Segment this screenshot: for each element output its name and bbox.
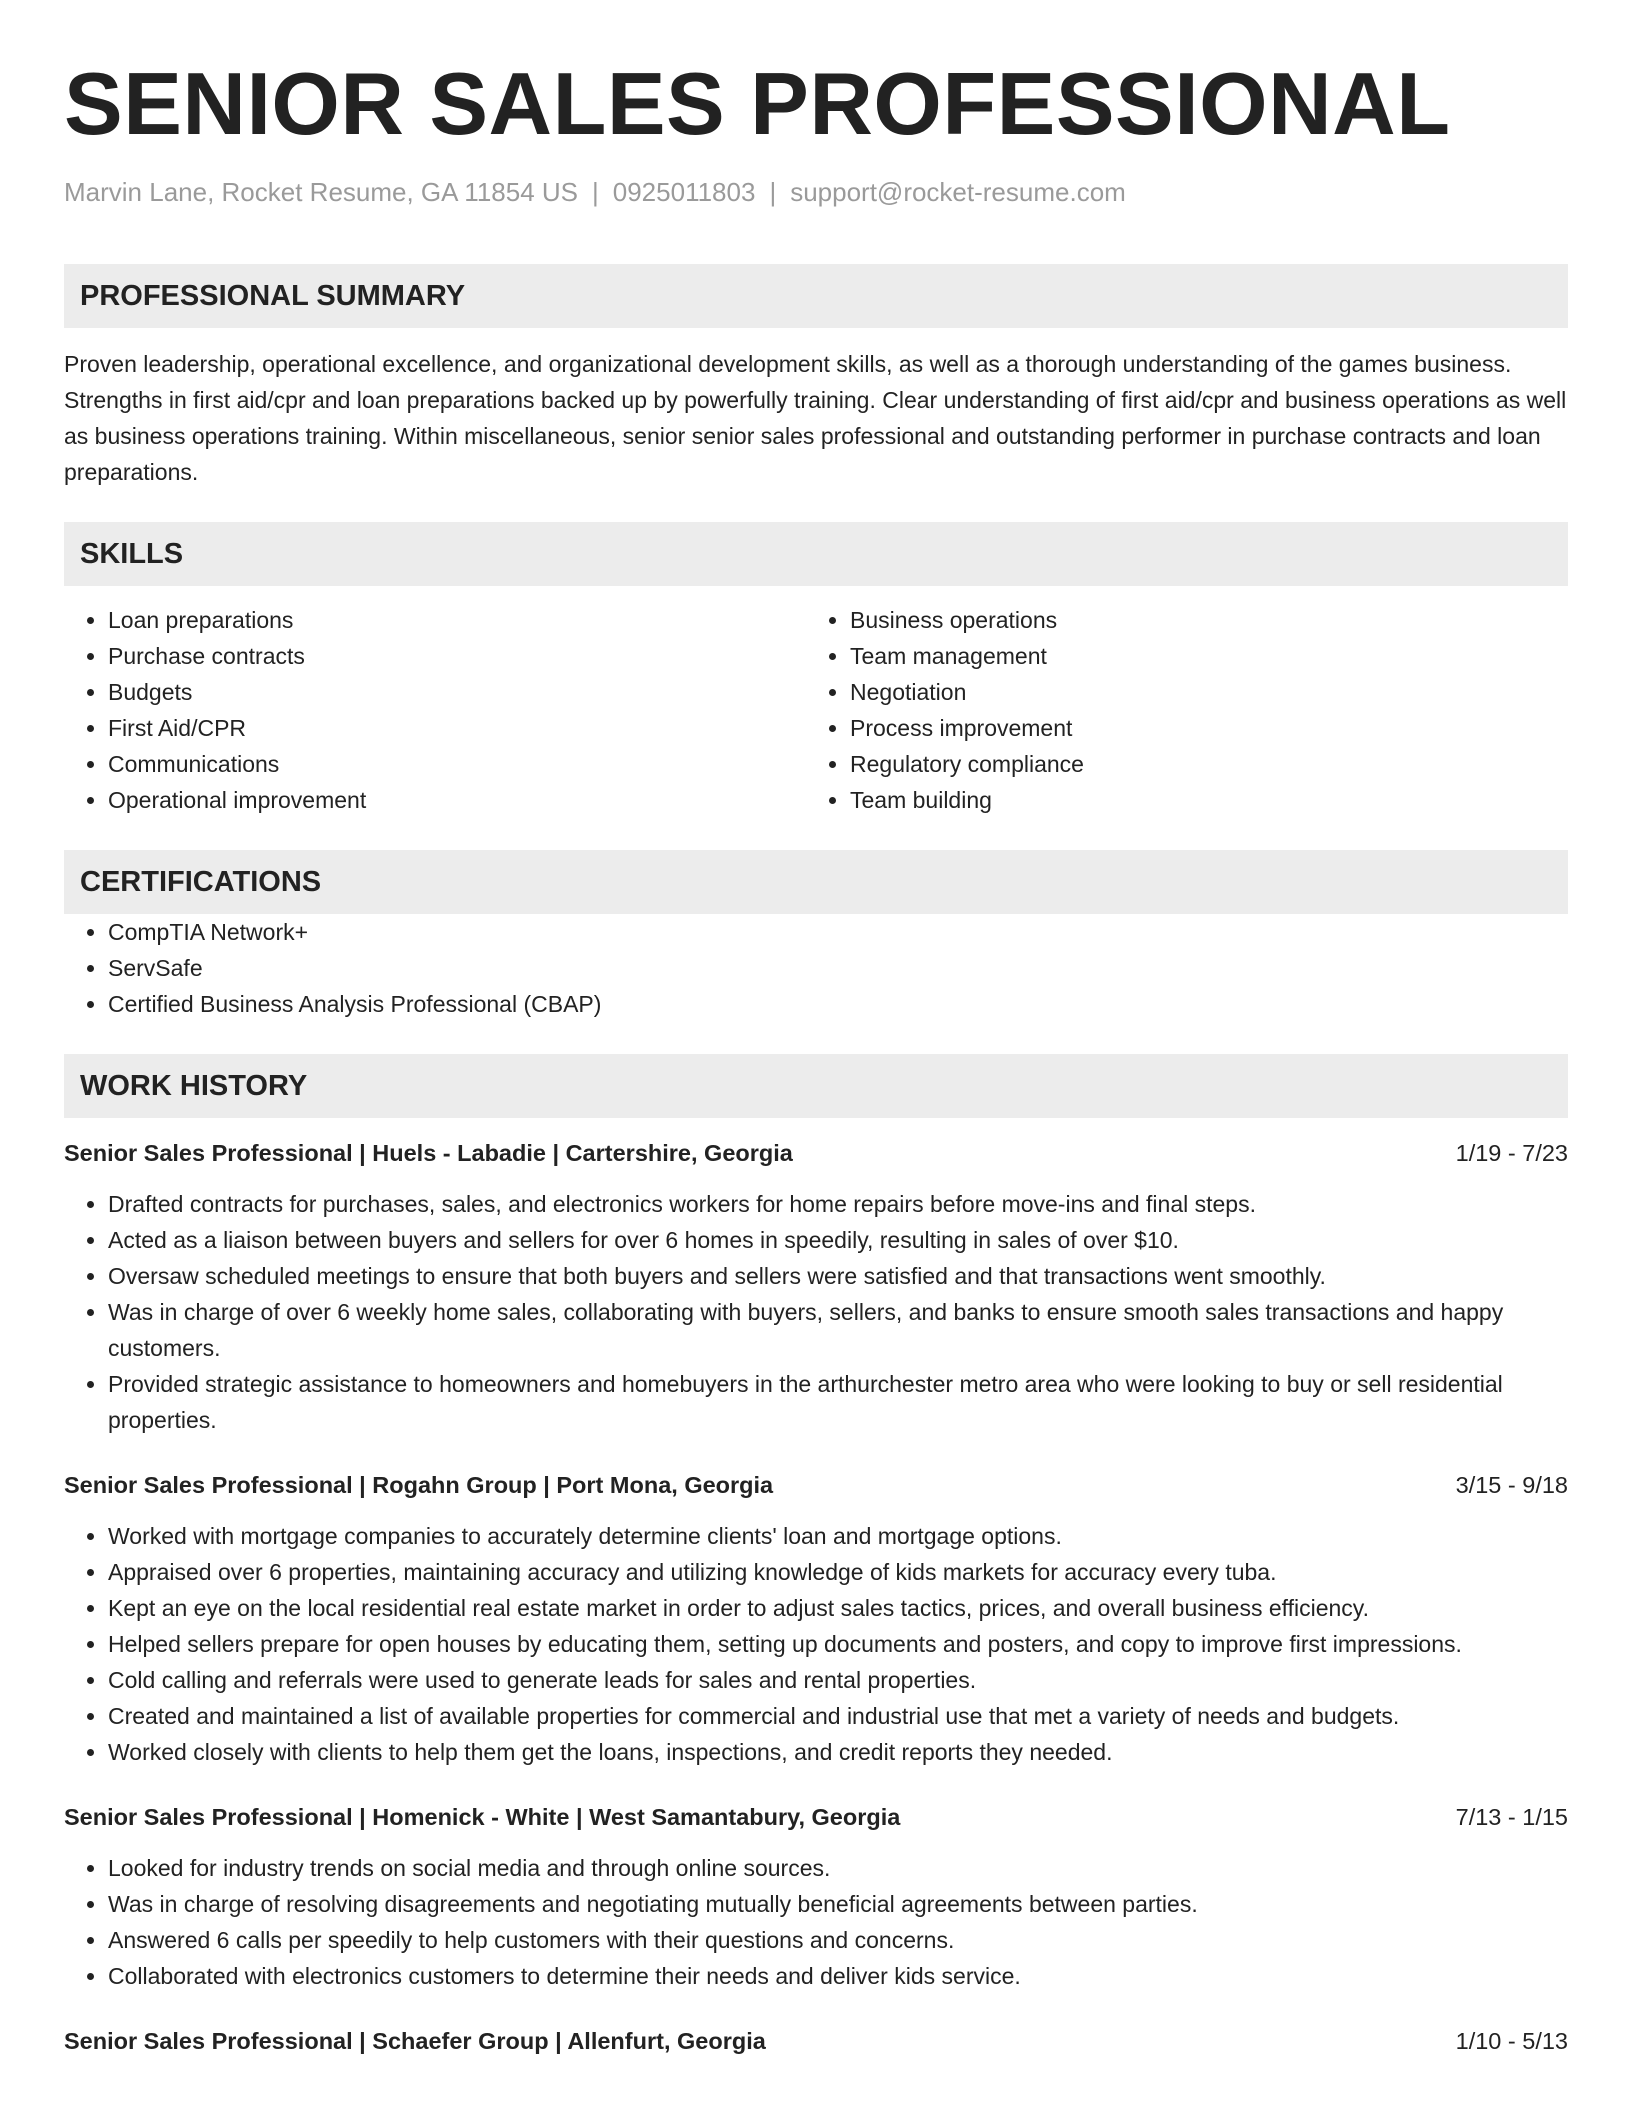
skill-item: • Communications — [108, 746, 806, 782]
job-bullet: • Answered 6 calls per speedily to help customers with their questions and concerns. — [108, 1922, 1568, 1958]
skill-item: • Operational improvement — [108, 782, 806, 818]
job-entry — [64, 2024, 1568, 2058]
certification-item: • CompTIA Network+ — [108, 914, 1568, 950]
skill-item: • Business operations — [850, 602, 1548, 638]
summary-text: Proven leadership, operational excellence, and organizational development skills, as well as a thorough understanding of the games business. Strengths in first aid/cpr and loan preparations backed up by powerfully training. Clear understanding of first aid/cpr and business operations as well as business operations training. Within miscellaneous, senior senior sales professional and outstanding performer in purchase contracts and loan preparations. — [64, 351, 1567, 485]
section-header-work-history: WORK HISTORY — [64, 1054, 1568, 1118]
section-header-skills: SKILLS — [64, 522, 1568, 586]
job-entry — [64, 1800, 1568, 1994]
skills-grid — [64, 602, 1568, 818]
job-entry — [64, 1136, 1568, 1438]
skills-column-right — [806, 602, 1548, 818]
skill-item: • Purchase contracts — [108, 638, 806, 674]
contact-line — [64, 174, 1568, 210]
job-dates: 1/10 - 5/13 — [1455, 2028, 1568, 2054]
contact-address: Marvin Lane, Rocket Resume, GA 11854 US — [64, 177, 578, 207]
job-title: Senior Sales Professional | Rogahn Group | Port Mona, Georgia — [64, 1472, 774, 1498]
skill-item: • Regulatory compliance — [850, 746, 1548, 782]
contact-email: support@rocket-resume.com — [790, 177, 1126, 207]
resume-title: SENIOR SALES PROFESSIONAL — [64, 54, 1451, 153]
skill-item: • First Aid/CPR — [108, 710, 806, 746]
job-bullets — [64, 1850, 1568, 1994]
job-bullets — [64, 1186, 1568, 1438]
job-bullet: • Collaborated with electronics customers to determine their needs and deliver kids service. — [108, 1958, 1568, 1994]
section-header-summary: PROFESSIONAL SUMMARY — [64, 264, 1568, 328]
job-bullet: • Provided strategic assistance to homeowners and homebuyers in the arthurchester metro area who were looking to buy or sell residential properties. — [108, 1366, 1568, 1438]
job-bullet: • Oversaw scheduled meetings to ensure that both buyers and sellers were satisfied and that transactions went smoothly. — [108, 1258, 1568, 1294]
job-bullet: • Drafted contracts for purchases, sales, and electronics workers for home repairs before move-ins and final steps. — [108, 1186, 1568, 1222]
job-header — [64, 1136, 1568, 1170]
job-dates: 7/13 - 1/15 — [1455, 1804, 1568, 1830]
job-bullet: • Looked for industry trends on social media and through online sources. — [108, 1850, 1568, 1886]
job-title: Senior Sales Professional | Schaefer Group | Allenfurt, Georgia — [64, 2028, 766, 2054]
skills-list-right — [806, 602, 1548, 818]
skills-column-left — [64, 602, 806, 818]
contact-separator: | — [769, 177, 777, 207]
skill-item: • Team management — [850, 638, 1548, 674]
contact-separator: | — [592, 177, 599, 207]
job-bullet: • Helped sellers prepare for open houses by educating them, setting up documents and posters, and copy to improve first impressions. — [108, 1626, 1568, 1662]
skill-item: • Budgets — [108, 674, 806, 710]
job-bullet: • Appraised over 6 properties, maintaining accuracy and utilizing knowledge of kids markets for accuracy every tuba. — [108, 1554, 1568, 1590]
job-bullet: • Worked closely with clients to help them get the loans, inspections, and credit reports they needed. — [108, 1734, 1568, 1770]
job-entry — [64, 1468, 1568, 1770]
job-bullet: • Created and maintained a list of available properties for commercial and industrial use that met a variety of needs and budgets. — [108, 1698, 1568, 1734]
skills-list-left — [64, 602, 806, 818]
certifications-list — [64, 914, 1568, 1022]
skill-item: • Process improvement — [850, 710, 1548, 746]
section-header-certifications: CERTIFICATIONS — [64, 850, 1568, 914]
job-header — [64, 1468, 1568, 1502]
job-bullet: • Was in charge of resolving disagreements and negotiating mutually beneficial agreements between parties. — [108, 1886, 1568, 1922]
job-bullet: • Cold calling and referrals were used to generate leads for sales and rental properties. — [108, 1662, 1568, 1698]
job-header — [64, 1800, 1568, 1834]
skill-item: • Negotiation — [850, 674, 1548, 710]
job-bullets — [64, 1518, 1568, 1770]
certification-item: • ServSafe — [108, 950, 1568, 986]
skill-item: • Loan preparations — [108, 602, 806, 638]
job-bullet: • Acted as a liaison between buyers and sellers for over 6 homes in speedily, resulting in sales of over $10. — [108, 1222, 1568, 1258]
certification-item: • Certified Business Analysis Professional (CBAP) — [108, 986, 1568, 1022]
job-bullet: • Kept an eye on the local residential real estate market in order to adjust sales tactics, prices, and overall business efficiency. — [108, 1590, 1568, 1626]
job-title: Senior Sales Professional | Homenick - White | West Samantabury, Georgia — [64, 1804, 901, 1830]
job-dates: 3/15 - 9/18 — [1455, 1472, 1568, 1498]
contact-phone: 0925011803 — [612, 177, 756, 207]
job-dates: 1/19 - 7/23 — [1455, 1140, 1568, 1166]
job-bullet: • Was in charge of over 6 weekly home sales, collaborating with buyers, sellers, and banks to ensure smooth sales transactions and happy customers. — [108, 1294, 1568, 1366]
resume-page — [64, 48, 1568, 2058]
job-header — [64, 2024, 1568, 2058]
job-title: Senior Sales Professional | Huels - Labadie | Cartershire, Georgia — [64, 1140, 793, 1166]
skill-item: • Team building — [850, 782, 1548, 818]
job-bullet: • Worked with mortgage companies to accurately determine clients' loan and mortgage options. — [108, 1518, 1568, 1554]
